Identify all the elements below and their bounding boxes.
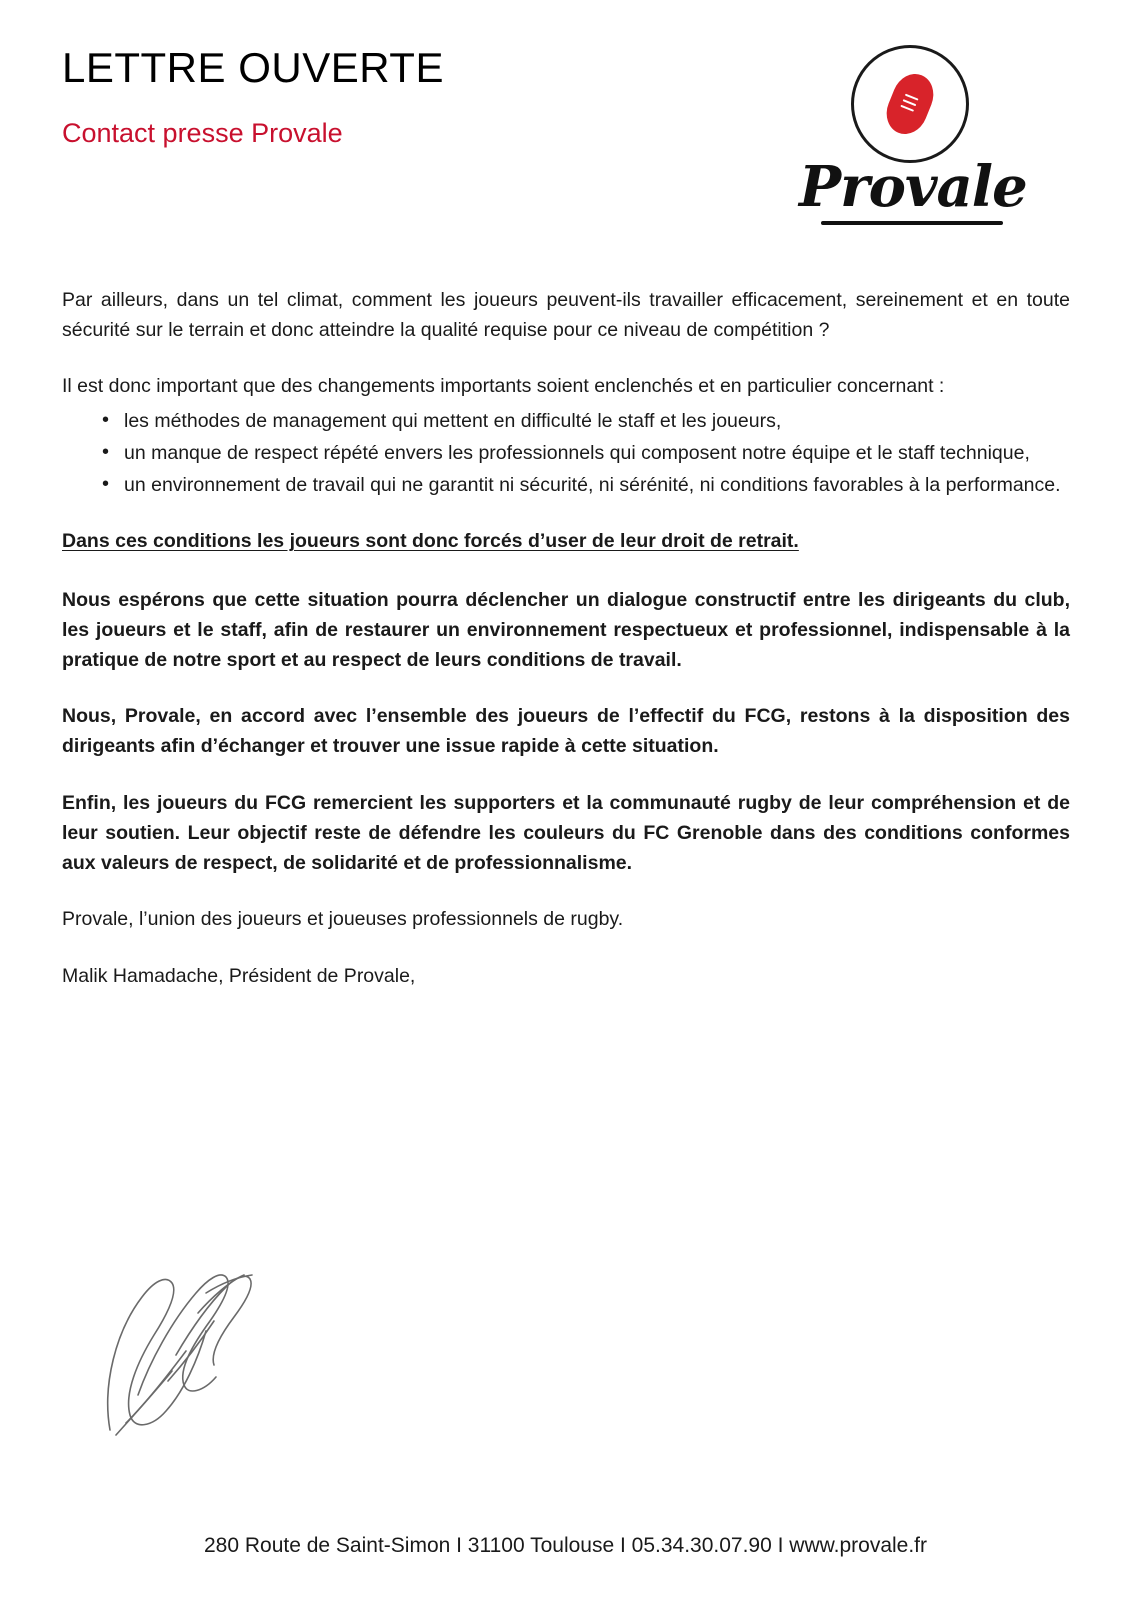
paragraph-5: Nous, Provale, en accord avec l’ensemble des joueurs de l’effectif du FCG, restons à la disposition des dirigeants afin d’échanger et trouver une issue rapide à cette situation.: [62, 705, 1070, 758]
paragraph-1: Par ailleurs, dans un tel climat, comment les joueurs peuvent-ils travailler efficacement, sereinement et en toute sécurité sur le terrain et donc atteindre la qualité requise pour ce niveau de compétition ?: [62, 289, 1070, 342]
list-item: • un environnement de travail qui ne garantit ni sécurité, ni sérénité, ni conditions favorables à la performance.: [102, 470, 1070, 500]
bullet-list: [62, 406, 1070, 501]
list-item: • un manque de respect répété envers les professionnels qui composent notre équipe et le staff technique,: [102, 438, 1070, 468]
document-header: [62, 45, 1069, 245]
paragraph-7: Provale, l’union des joueurs et joueuses professionnels de rugby.: [62, 908, 624, 931]
list-item: • les méthodes de management qui mettent en difficulté le staff et les joueurs,: [102, 406, 1070, 436]
paragraph-2: Il est donc important que des changements importants soient enclenchés et en particulier concernant :: [62, 375, 945, 398]
document-body: [62, 285, 1070, 1017]
rugby-ball-icon: [851, 45, 969, 163]
footer-contact: 280 Route de Saint-Simon I 31100 Toulouse I 05.34.30.07.90 I www.provale.fr: [203, 1534, 928, 1557]
logo-underline: [821, 221, 1003, 225]
signer-line: Malik Hamadache, Président de Provale,: [62, 964, 416, 987]
page-subtitle: Contact presse Provale: [62, 118, 343, 149]
paragraph-4: Nous espérons que cette situation pourra déclencher un dialogue constructif entre les dirigeants du club, les joueurs et le staff, afin de restaurer un environnement respectueux et professionnel, indispensable à la pratique de notre sport et au respect de leurs conditions de travail.: [62, 588, 1070, 671]
provale-logo: [799, 45, 1027, 250]
header-titles: [62, 45, 444, 149]
logo-wordmark: Provale: [799, 154, 1027, 220]
signature-image: [80, 1235, 300, 1450]
paragraph-6: Enfin, les joueurs du FCG remercient les supporters et la communauté rugby de leur compréhension et de leur soutien. Leur objectif reste de défendre les couleurs du FC Grenoble dans des conditions conformes aux valeurs de respect, de solidarité et de professionnalisme.: [62, 791, 1070, 875]
paragraph-3-emphasis: Dans ces conditions les joueurs sont donc forcés d’user de leur droit de retrait.: [62, 530, 799, 553]
page-title: LETTRE OUVERTE: [62, 44, 444, 91]
